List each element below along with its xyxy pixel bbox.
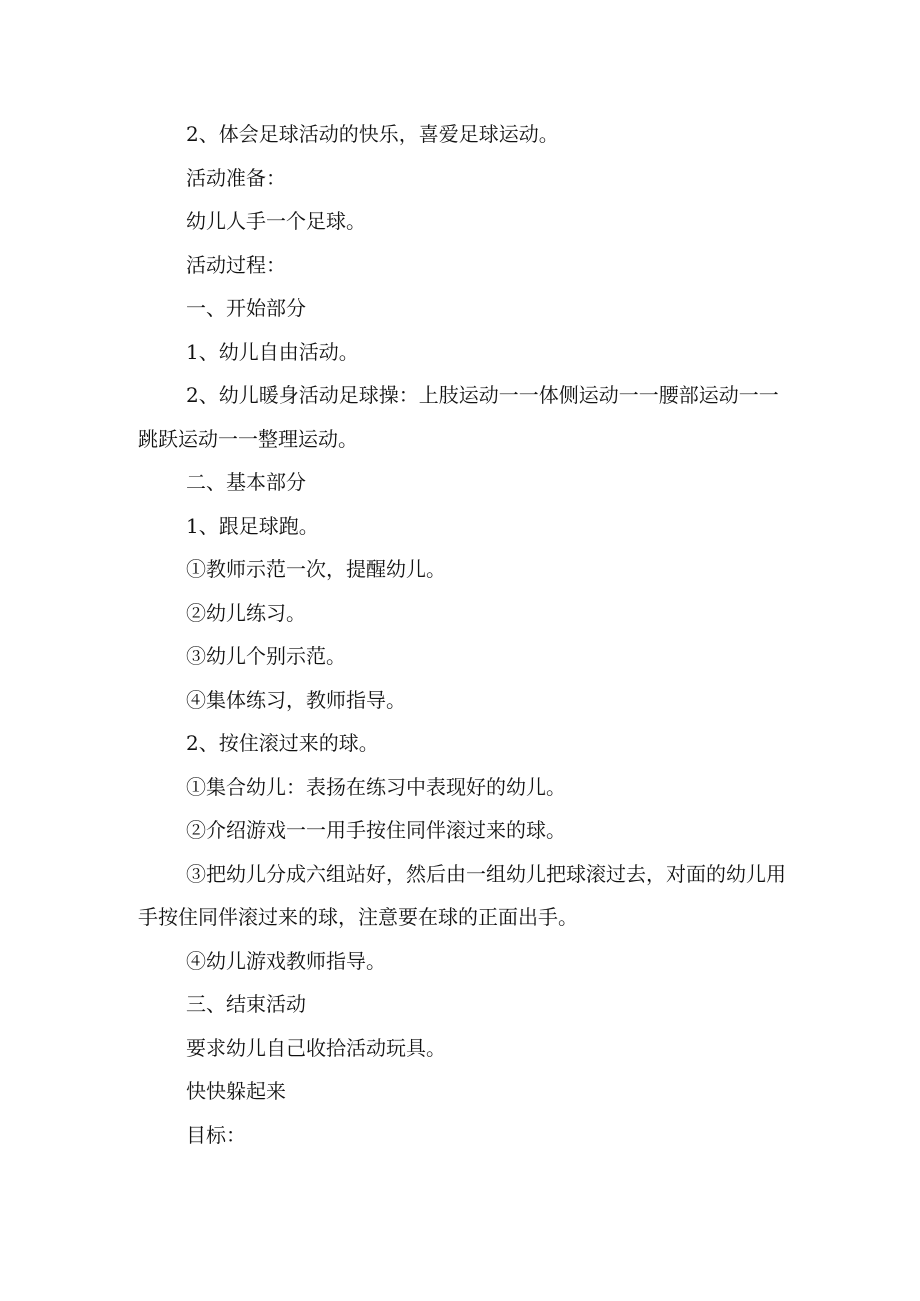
paragraph-goal-2: 2、体会足球活动的快乐，喜爱足球运动。 [186, 122, 559, 146]
document-body [138, 113, 788, 1157]
paragraph-step-1: ①教师示范一次，提醒幼儿。 [186, 557, 446, 581]
paragraph-game-guidance: ④幼儿游戏教师指导。 [186, 948, 386, 973]
paragraph-preparation: 幼儿人手一个足球。 [186, 209, 366, 233]
paragraph-step-4: ④集体练习，教师指导。 [186, 687, 406, 712]
paragraph-section-basic: 二、基本部分 [186, 470, 306, 494]
paragraph-free-activity: 1、幼儿自由活动。 [186, 339, 359, 364]
paragraph-gather: ①集合幼儿：表扬在练习中表现好的幼儿。 [186, 774, 566, 799]
paragraph-step-2: ②幼儿练习。 [186, 600, 306, 625]
paragraph-warmup: 2、幼儿暖身活动足球操：上肢运动一一体侧运动一一腰部运动一一跳跃运动一一整理运动。 [138, 383, 779, 451]
paragraph-step-3: ③幼儿个别示范。 [186, 644, 346, 668]
paragraph-follow-ball: 1、跟足球跑。 [186, 513, 319, 538]
paragraph-section-start: 一、开始部分 [186, 296, 306, 320]
paragraph-tidy-up: 要求幼儿自己收拾活动玩具。 [186, 1035, 446, 1060]
paragraph-goal-heading: 目标： [186, 1122, 246, 1147]
paragraph-introduce-game: ②介绍游戏一一用手按住同伴滚过来的球。 [186, 818, 566, 842]
paragraph-process-heading: 活动过程： [186, 252, 286, 277]
paragraph-stop-ball: 2、按住滚过来的球。 [186, 731, 379, 755]
paragraph-group-play: ③把幼儿分成六组站好，然后由一组幼儿把球滚过去，对面的幼儿用手按住同伴滚过来的球，注意要在球的正面出手。 [138, 861, 786, 929]
paragraph-next-title: 快快躲起来 [186, 1079, 286, 1103]
paragraph-section-end: 三、结束活动 [186, 992, 306, 1016]
paragraph-preparation-heading: 活动准备： [186, 165, 286, 190]
